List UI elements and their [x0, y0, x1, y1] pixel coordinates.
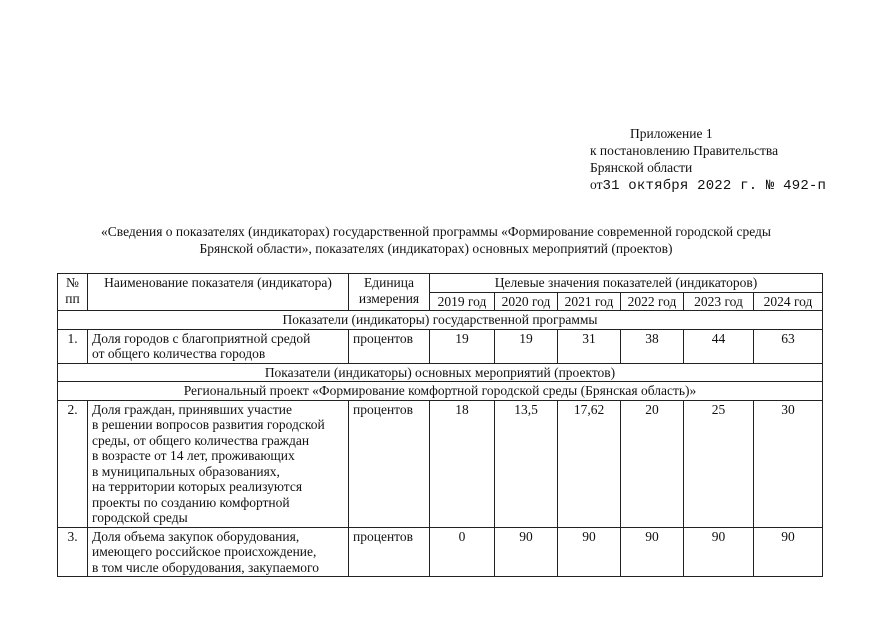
section-title: Региональный проект «Формирование комфортной городской среды (Брянская область)»: [58, 382, 823, 401]
header-unit-line-2: измерения: [358, 290, 420, 306]
row-name-line: в муниципальных образованиях,: [92, 463, 280, 479]
section-title: Показатели (индикаторы) государственной программы: [58, 311, 823, 330]
table-row: [58, 527, 823, 577]
appendix-date-prefix: от: [590, 177, 603, 192]
appendix-block: [590, 125, 850, 195]
row-name-line: проекты по созданию комфортной: [92, 494, 290, 510]
appendix-date-line: [590, 176, 850, 195]
row-value: 90: [621, 527, 684, 577]
row-unit: процентов: [349, 329, 430, 363]
header-num-line-1: №: [66, 275, 79, 290]
section-title: Показатели (индикаторы) основных мероприятий (проектов): [58, 363, 823, 382]
row-value: 31: [558, 329, 621, 363]
header-year: 2023 год: [684, 292, 754, 311]
row-name: [88, 400, 349, 527]
appendix-decree-line: к постановлению Правительства: [590, 143, 779, 158]
header-unit: [349, 274, 430, 311]
row-num: 3.: [58, 527, 88, 577]
row-name-line: на территории которых реализуются: [92, 479, 303, 494]
row-name: [88, 329, 349, 363]
row-num: 2.: [58, 400, 88, 527]
document-title-line-1: «Сведения о показателях (индикаторах) государственной программы «Формирование современной городской среды: [101, 224, 771, 239]
row-unit: процентов: [349, 400, 430, 527]
row-value: 90: [684, 527, 754, 577]
row-unit: процентов: [349, 527, 430, 577]
header-name: Наименование показателя (индикатора): [88, 274, 349, 311]
row-name-line: среды, от общего количества граждан: [92, 432, 310, 448]
header-year: 2022 год: [621, 292, 684, 311]
row-value: 25: [684, 400, 754, 527]
row-value: 20: [621, 400, 684, 527]
header-targets: Целевые значения показателей (индикаторов): [430, 274, 823, 293]
appendix-region-line: Брянской области: [590, 160, 693, 175]
section-row-regional-project: [58, 382, 823, 401]
section-row-main-activities: [58, 363, 823, 382]
row-name-line: в том числе оборудования, закупаемого: [92, 559, 319, 575]
appendix-date-value: 31 октября 2022 г. № 492-п: [602, 178, 827, 194]
header-year: 2019 год: [430, 292, 495, 311]
row-name-line: Доля городов с благоприятной средой: [92, 330, 311, 346]
row-value: 90: [754, 527, 823, 577]
row-value: 18: [430, 400, 495, 527]
row-value: 13,5: [495, 400, 558, 527]
header-num: [58, 274, 88, 311]
header-year: 2020 год: [495, 292, 558, 311]
row-value: 0: [430, 527, 495, 577]
row-name-line: в возрасте от 14 лет, проживающих: [92, 448, 295, 463]
document-title-line-2: Брянской области», показателях (индикаторах) основных мероприятий (проектов): [199, 241, 673, 256]
table-header-row: [58, 274, 823, 293]
header-num-line-2: пп: [65, 290, 80, 306]
row-name-line: от общего количества городов: [92, 346, 266, 361]
row-value: 90: [495, 527, 558, 577]
table-row: [58, 329, 823, 363]
document-title: [60, 223, 812, 257]
row-num: 1.: [58, 329, 88, 363]
section-row-state-program: [58, 311, 823, 330]
row-name-line: Доля граждан, принявших участие: [92, 401, 292, 417]
row-name-line: имеющего российское происхождение,: [92, 544, 317, 559]
header-year: 2024 год: [754, 292, 823, 311]
row-name-line: Доля объема закупок оборудования,: [92, 528, 300, 544]
row-value: 17,62: [558, 400, 621, 527]
row-value: 90: [558, 527, 621, 577]
row-value: 30: [754, 400, 823, 527]
row-value: 19: [495, 329, 558, 363]
row-name-line: в решении вопросов развития городской: [92, 417, 325, 432]
header-unit-line-1: Единица: [363, 275, 414, 290]
appendix-title: Приложение 1: [630, 126, 713, 141]
row-value: 44: [684, 329, 754, 363]
header-year: 2021 год: [558, 292, 621, 311]
row-value: 38: [621, 329, 684, 363]
table-row: [58, 400, 823, 527]
row-name-line: городской среды: [92, 510, 188, 525]
indicators-table: [57, 273, 823, 577]
row-value: 19: [430, 329, 495, 363]
row-value: 63: [754, 329, 823, 363]
row-name: [88, 527, 349, 577]
